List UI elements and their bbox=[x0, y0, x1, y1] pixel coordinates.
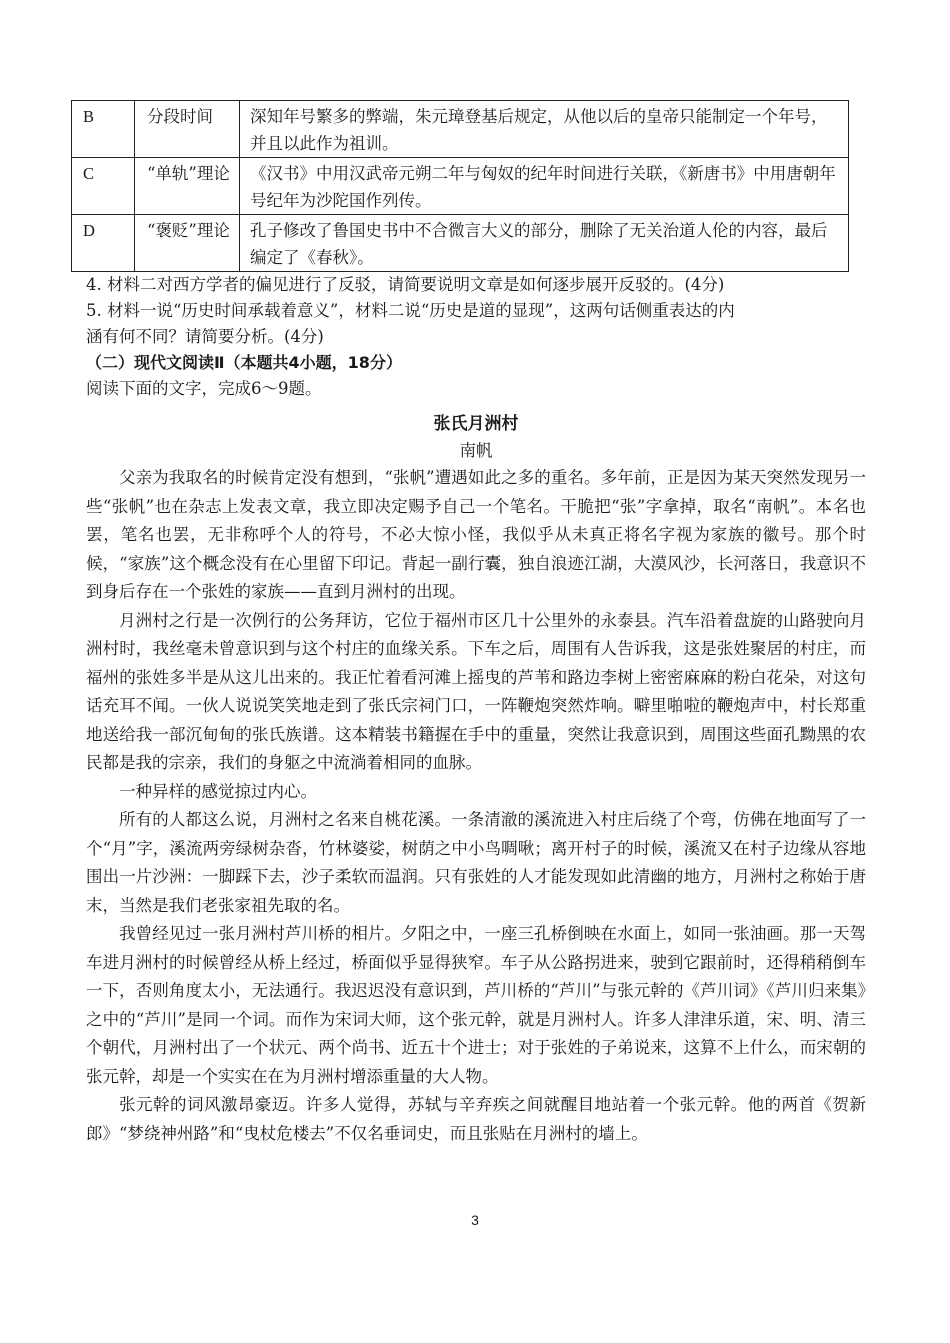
option-term: 分段时间 bbox=[135, 101, 240, 158]
option-description: 深知年号繁多的弊端，朱元璋登基后规定，从他以后的皇帝只能制定一个年号，并且以此作为祖训。 bbox=[240, 101, 849, 158]
table-row bbox=[72, 101, 849, 158]
options-table bbox=[71, 100, 849, 272]
paragraph: 月洲村之行是一次例行的公务拜访，它位于福州市区几十公里外的永泰县。汽车沿着盘旋的山路驶向月洲村时，我丝毫未曾意识到与这个村庄的血缘关系。下车之后，周围有人告诉我，这是张姓聚居的村庄，而福州的张姓多半是从这儿出来的。我正忙着看河滩上摇曳的芦苇和路边李树上密密麻麻的粉白花朵，对这句话充耳不闻。一伙人说说笑笑地走到了张氏宗祠门口，一阵鞭炮突然炸响。噼里啪啦的鞭炮声中，村长郑重地送给我一部沉甸甸的张氏族谱。这本精装书籍握在手中的重量，突然让我意识到，周围这些面孔黝黑的农民都是我的宗亲，我们的身躯之中流淌着相同的血脉。 bbox=[86, 610, 866, 772]
question-5-line2: 涵有何不同？请简要分析。(4分) bbox=[86, 327, 324, 346]
option-description: 《汉书》中用汉武帝元朔二年与匈奴的纪年时间进行关联，《新唐书》中用唐朝年号纪年为沙陀国作列传。 bbox=[240, 158, 849, 215]
paragraph: 我曾经见过一张月洲村芦川桥的相片。夕阳之中，一座三孔桥倒映在水面上，如同一张油画。那一天驾车进月洲村的时候曾经从桥上经过，桥面似乎显得狭窄。车子从公路拐进来，驶到它跟前时，还得稍稍倒车一下，否则角度太小，无法通行。我迟迟没有意识到，芦川桥的“芦川”与张元幹的《芦川词》《芦川归来集》之中的“芦川”是同一个词。而作为宋词大师，这个张元幹，就是月洲村人。许多人津津乐道，宋、明、清三个朝代，月洲村出了一个状元、两个尚书、近五十个进士；对于张姓的子弟说来，这算不上什么，而宋朝的张元幹，却是一个实实在在为月洲村增添重量的大人物。 bbox=[86, 924, 866, 1086]
option-letter: D bbox=[72, 215, 135, 272]
section-instruction: 阅读下面的文字，完成6～9题。 bbox=[86, 379, 322, 398]
option-letter: B bbox=[72, 101, 135, 158]
question-4: 4. 材料二对西方学者的偏见进行了反驳，请简要说明文章是如何逐步展开反驳的。(4分) bbox=[86, 275, 725, 294]
option-term: “单轨”理论 bbox=[135, 158, 240, 215]
option-letter: C bbox=[72, 158, 135, 215]
section-heading: （二）现代文阅读Ⅱ（本题共4小题，18分） bbox=[86, 353, 402, 372]
article-author: 南帆 bbox=[459, 441, 493, 460]
paragraph: 父亲为我取名的时候肯定没有想到，“张帆”遭遇如此之多的重名。多年前，正是因为某天突然发现另一些“张帆”也在杂志上发表文章，我立即决定赐予自己一个笔名。干脆把“张”字拿掉，取名“南帆”。本名也罢，笔名也罢，无非称呼个人的符号，不必大惊小怪，我似乎从未真正将名字视为家族的徽号。那个时候，“家族”这个概念没有在心里留下印记。背起一副行囊，独自浪迹江湖，大漠风沙，长河落日，我意识不到身后存在一个张姓的家族——直到月洲村的出现。 bbox=[86, 468, 866, 601]
article-title: 张氏月洲村 bbox=[433, 414, 519, 434]
question-5-line1: 5. 材料一说“历史时间承载着意义”，材料二说“历史是道的显现”，这两句话侧重表达的内 bbox=[86, 301, 735, 320]
main-text bbox=[86, 272, 866, 1148]
option-term: “褒贬”理论 bbox=[135, 215, 240, 272]
option-description: 孔子修改了鲁国史书中不合微言大义的部分，删除了无关治道人伦的内容，最后编定了《春秋》。 bbox=[240, 215, 849, 272]
paragraph: 张元幹的词风激昂豪迈。许多人觉得，苏轼与辛弃疾之间就醒目地站着一个张元幹。他的两首《贺新郎》“梦绕神州路”和“曳杖危楼去”不仅名垂词史，而且张贴在月洲村的墙上。 bbox=[86, 1095, 866, 1143]
page-number: 3 bbox=[471, 1212, 479, 1228]
table-row bbox=[72, 215, 849, 272]
paragraph: 所有的人都这么说，月洲村之名来自桃花溪。一条清澈的溪流进入村庄后绕了个弯，仿佛在地面写了一个“月”字，溪流两旁绿树杂沓，竹林婆娑，树荫之中小鸟啁啾；离开村子的时候，溪流又在村子边缘从容地围出一片沙洲：一脚踩下去，沙子柔软而温润。只有张姓的人才能发现如此清幽的地方，月洲村之称始于唐末，当然是我们老张家祖先取的名。 bbox=[86, 810, 866, 915]
paragraph: 一种异样的感觉掠过内心。 bbox=[119, 781, 317, 801]
table-row bbox=[72, 158, 849, 215]
